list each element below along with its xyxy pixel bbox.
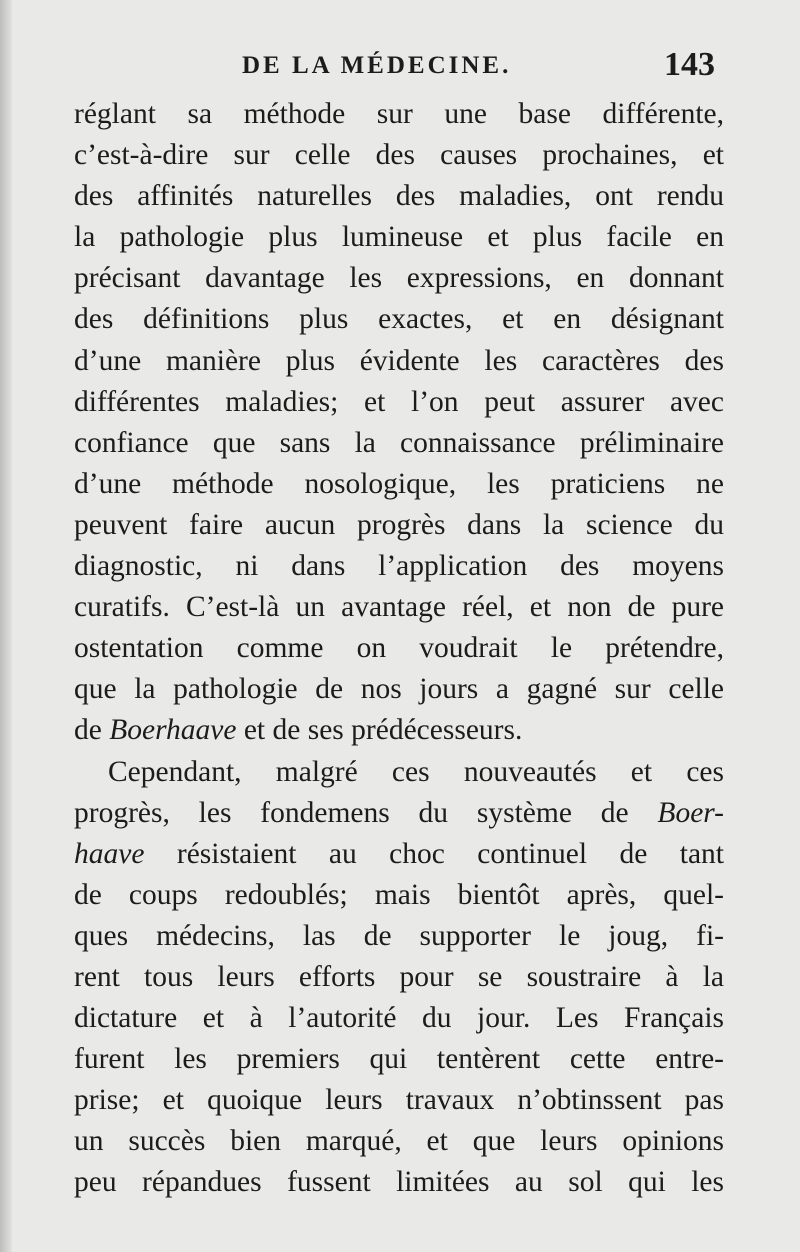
text-line: que la pathologie de nos jours a gagné sur celle — [74, 673, 724, 706]
paragraph-start-line: Cependant, malgré ces nouveautés et ces — [108, 755, 724, 788]
text-line: peu répandues fussent limitées au sol qui les — [74, 1166, 724, 1199]
text-segment: progrès, les fondemens du système de — [74, 796, 658, 829]
text-line: confiance que sans la connaissance préliminaire — [74, 426, 724, 459]
text-line: la pathologie plus lumineuse et plus facile en — [74, 221, 724, 254]
text-line: un succès bien marqué, et que leurs opinions — [74, 1125, 724, 1158]
text-line: ostentation comme on voudrait le prétendre, — [74, 632, 724, 665]
running-head: DE LA MÉDECINE. — [242, 52, 512, 79]
text-line: d’une méthode nosologique, les praticiens ne — [74, 467, 724, 500]
body-text — [74, 94, 724, 1204]
text-segment: résistaient au choc continuel de tant — [144, 837, 724, 870]
text-line: rent tous leurs efforts pour se soustraire à la — [74, 960, 724, 993]
page-header — [0, 40, 800, 90]
text-line: précisant davantage les expressions, en donnant — [74, 262, 724, 295]
text-line: peuvent faire aucun progrès dans la science du — [74, 508, 724, 541]
text-line: curatifs. C’est-là un avantage réel, et non de pure — [74, 591, 724, 624]
text-line: c’est-à-dire sur celle des causes prochaines, et — [74, 139, 724, 172]
text-line — [74, 710, 724, 751]
text-line: des affinités naturelles des maladies, ont rendu — [74, 180, 724, 213]
text-line: ques médecins, las de supporter le joug, fi- — [74, 919, 724, 952]
text-segment: de — [74, 714, 110, 747]
text-line: diagnostic, ni dans l’application des moyens — [74, 550, 724, 583]
text-line: des définitions plus exactes, et en désignant — [74, 303, 724, 336]
text-line: d’une manière plus évidente les caractères des — [74, 344, 724, 377]
page-number: 143 — [664, 46, 715, 83]
italic-name: Boerhaave — [109, 714, 237, 747]
text-line: différentes maladies; et l’on peut assurer avec — [74, 385, 724, 418]
italic-name: haave — [74, 837, 145, 870]
text-line — [74, 793, 724, 834]
text-line: réglant sa méthode sur une base différente, — [74, 98, 724, 130]
text-line: dictature et à l’autorité du jour. Les Français — [74, 1002, 724, 1035]
italic-name: Boer- — [657, 796, 724, 829]
text-line — [74, 834, 724, 875]
text-line: de coups redoublés; mais bientôt après, quel- — [74, 878, 724, 911]
text-line: furent les premiers qui tentèrent cette entre- — [74, 1043, 724, 1076]
text-segment: et de ses prédécesseurs. — [236, 714, 523, 747]
page-binding-shadow — [0, 0, 12, 1252]
text-line: prise; et quoique leurs travaux n’obtinssent pas — [74, 1084, 724, 1117]
